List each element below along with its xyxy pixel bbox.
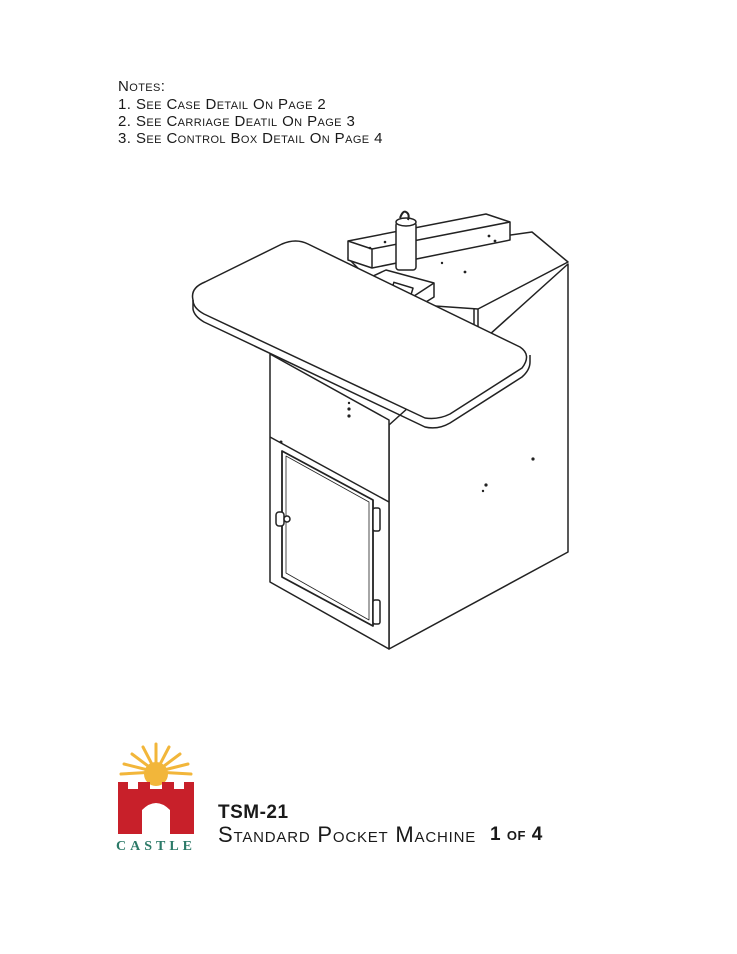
product-name: Standard Pocket Machine	[218, 822, 477, 847]
note-number: 3.	[118, 130, 132, 147]
model-number: TSM-21	[218, 802, 289, 823]
note-number: 2.	[118, 113, 132, 130]
page-indicator: 1 of 4	[490, 824, 543, 845]
note-text: See Case Detail On Page 2	[136, 96, 327, 113]
motor-cylinder	[396, 222, 416, 270]
door-hinge-lower	[373, 600, 380, 624]
castle-shape	[118, 782, 194, 834]
castle-emblem	[110, 742, 202, 840]
note-number: 1.	[118, 96, 132, 113]
door-hinge-upper	[373, 508, 380, 531]
note-text: See Carriage Deatil On Page 3	[136, 113, 356, 130]
note-text: See Control Box Detail On Page 4	[136, 130, 383, 147]
castle-logo	[110, 742, 202, 862]
door-handle	[276, 512, 284, 526]
notes-title: Notes:	[118, 78, 166, 95]
product-title-row	[218, 822, 543, 848]
logo-wordmark: CASTLE	[115, 839, 197, 854]
